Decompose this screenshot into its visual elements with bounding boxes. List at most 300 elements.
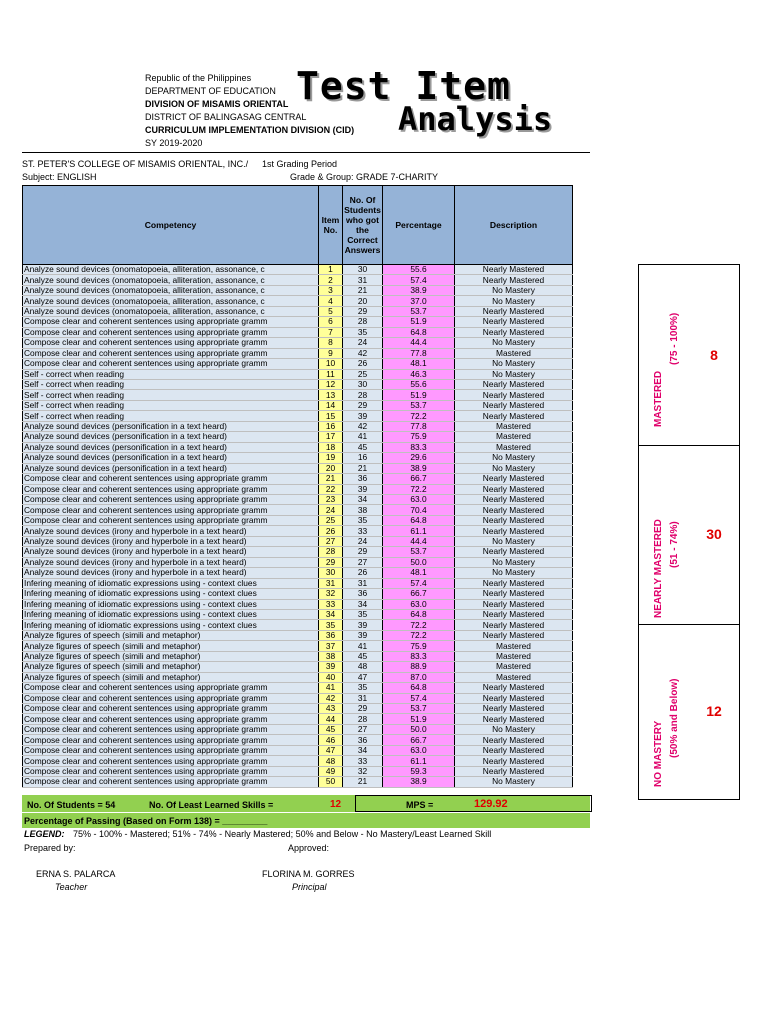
item-number-cell: 25 bbox=[319, 515, 343, 525]
table-row bbox=[23, 536, 573, 546]
competency-cell: Compose clear and coherent sentences using appropriate gramm bbox=[23, 735, 319, 745]
correct-count-cell: 42 bbox=[343, 348, 383, 358]
correct-count-cell: 38 bbox=[343, 505, 383, 515]
competency-cell: Infering meaning of idiomatic expressions using - context clues bbox=[23, 609, 319, 619]
item-number-cell: 40 bbox=[319, 672, 343, 682]
correct-count-cell: 27 bbox=[343, 724, 383, 734]
item-number-cell: 29 bbox=[319, 557, 343, 567]
description-cell: Nearly Mastered bbox=[455, 756, 573, 766]
description-cell: Nearly Mastered bbox=[455, 589, 573, 599]
competency-cell: Compose clear and coherent sentences using appropriate gramm bbox=[23, 327, 319, 337]
percentage-cell: 57.4 bbox=[383, 275, 455, 285]
competency-cell: Analyze figures of speech (simili and metaphor) bbox=[23, 630, 319, 640]
competency-cell: Compose clear and coherent sentences using appropriate gramm bbox=[23, 494, 319, 504]
nearly-mastered-range: (51 - 74%) bbox=[669, 521, 680, 568]
correct-count-cell: 21 bbox=[343, 285, 383, 295]
competency-cell: Infering meaning of idiomatic expressions using - context clues bbox=[23, 599, 319, 609]
item-number-cell: 43 bbox=[319, 704, 343, 714]
item-number-cell: 22 bbox=[319, 484, 343, 494]
competency-cell: Self - correct when reading bbox=[23, 369, 319, 379]
percentage-cell: 66.7 bbox=[383, 589, 455, 599]
competency-cell: Analyze sound devices (onomatopoeia, alliteration, assonance, c bbox=[23, 265, 319, 275]
description-cell: Nearly Mastered bbox=[455, 599, 573, 609]
item-number-cell: 8 bbox=[319, 338, 343, 348]
percentage-cell: 88.9 bbox=[383, 662, 455, 672]
correct-count-cell: 35 bbox=[343, 683, 383, 693]
school-year: SY 2019-2020 bbox=[145, 138, 203, 148]
table-row bbox=[23, 777, 573, 787]
correct-count-cell: 26 bbox=[343, 568, 383, 578]
percentage-cell: 63.0 bbox=[383, 494, 455, 504]
grading-period: 1st Grading Period bbox=[262, 159, 338, 169]
description-cell: Nearly Mastered bbox=[455, 609, 573, 619]
competency-cell: Compose clear and coherent sentences using appropriate gramm bbox=[23, 777, 319, 787]
item-number-cell: 17 bbox=[319, 432, 343, 442]
competency-cell: Infering meaning of idiomatic expressions using - context clues bbox=[23, 620, 319, 630]
mps-value: 129.92 bbox=[474, 798, 508, 810]
competency-cell: Compose clear and coherent sentences using appropriate gramm bbox=[23, 704, 319, 714]
percentage-cell: 44.4 bbox=[383, 536, 455, 546]
competency-cell: Analyze sound devices (personification in a text heard) bbox=[23, 432, 319, 442]
description-cell: Mastered bbox=[455, 641, 573, 651]
legend-label: LEGEND: bbox=[24, 829, 65, 839]
cid-line: CURRICULUM IMPLEMENTATION DIVISION (CID) bbox=[145, 125, 355, 135]
percentage-cell: 48.1 bbox=[383, 568, 455, 578]
item-number-cell: 41 bbox=[319, 683, 343, 693]
competency-cell: Analyze sound devices (personification in a text heard) bbox=[23, 453, 319, 463]
description-cell: No Mastery bbox=[455, 296, 573, 306]
competency-cell: Analyze sound devices (irony and hyperbole in a text heard) bbox=[23, 526, 319, 536]
students-count: No. Of Students = 54 bbox=[27, 800, 116, 810]
percentage-cell: 66.7 bbox=[383, 474, 455, 484]
republic-line: Republic of the Philippines bbox=[145, 73, 252, 83]
percentage-cell: 50.0 bbox=[383, 724, 455, 734]
competency-cell: Analyze sound devices (personification in a text heard) bbox=[23, 421, 319, 431]
item-number-cell: 2 bbox=[319, 275, 343, 285]
principal-role: Principal bbox=[292, 882, 327, 892]
description-cell: Nearly Mastered bbox=[455, 704, 573, 714]
competency-cell: Analyze sound devices (onomatopoeia, alliteration, assonance, c bbox=[23, 296, 319, 306]
item-number-cell: 16 bbox=[319, 421, 343, 431]
table-row bbox=[23, 390, 573, 400]
correct-count-cell: 16 bbox=[343, 453, 383, 463]
item-number-cell: 47 bbox=[319, 745, 343, 755]
correct-count-cell: 28 bbox=[343, 317, 383, 327]
table-row bbox=[23, 704, 573, 714]
department-line: DEPARTMENT OF EDUCATION bbox=[145, 86, 276, 96]
percentage-cell: 51.9 bbox=[383, 317, 455, 327]
percentage-cell: 53.7 bbox=[383, 400, 455, 410]
table-row bbox=[23, 359, 573, 369]
table-row bbox=[23, 609, 573, 619]
description-cell: No Mastery bbox=[455, 568, 573, 578]
table-row bbox=[23, 557, 573, 567]
nearly-mastered-cell bbox=[639, 446, 739, 625]
description-cell: Nearly Mastered bbox=[455, 265, 573, 275]
table-row bbox=[23, 756, 573, 766]
description-cell: Nearly Mastered bbox=[455, 390, 573, 400]
competency-cell: Analyze sound devices (personification in a text heard) bbox=[23, 442, 319, 452]
no-mastery-label: NO MASTERY bbox=[653, 720, 664, 787]
description-cell: Nearly Mastered bbox=[455, 494, 573, 504]
percentage-cell: 64.8 bbox=[383, 683, 455, 693]
correct-count-cell: 28 bbox=[343, 390, 383, 400]
correct-count-cell: 29 bbox=[343, 547, 383, 557]
item-number-cell: 39 bbox=[319, 662, 343, 672]
description-cell: Mastered bbox=[455, 662, 573, 672]
competency-cell: Compose clear and coherent sentences using appropriate gramm bbox=[23, 714, 319, 724]
percentage-cell: 72.2 bbox=[383, 411, 455, 421]
table-row bbox=[23, 766, 573, 776]
principal-name: FLORINA M. GORRES bbox=[262, 869, 355, 879]
grade-group: Grade & Group: GRADE 7-CHARITY bbox=[290, 172, 439, 182]
header-correct-count: No. Of Students who got the Correct Answers bbox=[343, 186, 383, 265]
description-cell: Nearly Mastered bbox=[455, 306, 573, 316]
description-cell: Mastered bbox=[455, 672, 573, 682]
correct-count-cell: 30 bbox=[343, 379, 383, 389]
least-learned-label: No. Of Least Learned Skills = bbox=[149, 800, 274, 810]
percentage-cell: 44.4 bbox=[383, 338, 455, 348]
mastery-summary-panel bbox=[638, 264, 740, 800]
item-number-cell: 49 bbox=[319, 766, 343, 776]
description-cell: Mastered bbox=[455, 348, 573, 358]
item-number-cell: 12 bbox=[319, 379, 343, 389]
competency-cell: Compose clear and coherent sentences using appropriate gramm bbox=[23, 338, 319, 348]
table-row bbox=[23, 453, 573, 463]
correct-count-cell: 24 bbox=[343, 338, 383, 348]
title-test-item: Test Item bbox=[296, 64, 511, 108]
item-number-cell: 28 bbox=[319, 547, 343, 557]
description-cell: Nearly Mastered bbox=[455, 547, 573, 557]
description-cell: Mastered bbox=[455, 651, 573, 661]
competency-cell: Self - correct when reading bbox=[23, 400, 319, 410]
item-number-cell: 26 bbox=[319, 526, 343, 536]
correct-count-cell: 32 bbox=[343, 766, 383, 776]
competency-cell: Analyze sound devices (irony and hyperbole in a text heard) bbox=[23, 557, 319, 567]
correct-count-cell: 28 bbox=[343, 714, 383, 724]
correct-count-cell: 35 bbox=[343, 327, 383, 337]
competency-cell: Compose clear and coherent sentences using appropriate gramm bbox=[23, 484, 319, 494]
description-cell: Nearly Mastered bbox=[455, 484, 573, 494]
percentage-cell: 38.9 bbox=[383, 285, 455, 295]
header-competency: Competency bbox=[23, 186, 319, 265]
item-number-cell: 4 bbox=[319, 296, 343, 306]
nearly-mastered-label: NEARLY MASTERED bbox=[653, 519, 664, 618]
correct-count-cell: 29 bbox=[343, 704, 383, 714]
description-cell: Nearly Mastered bbox=[455, 714, 573, 724]
percentage-cell: 38.9 bbox=[383, 463, 455, 473]
teacher-role: Teacher bbox=[55, 882, 88, 892]
description-cell: Nearly Mastered bbox=[455, 379, 573, 389]
table-row bbox=[23, 693, 573, 703]
table-row bbox=[23, 432, 573, 442]
percentage-cell: 57.4 bbox=[383, 693, 455, 703]
item-number-cell: 11 bbox=[319, 369, 343, 379]
item-number-cell: 10 bbox=[319, 359, 343, 369]
competency-cell: Analyze sound devices (onomatopoeia, alliteration, assonance, c bbox=[23, 275, 319, 285]
item-number-cell: 15 bbox=[319, 411, 343, 421]
teacher-name: ERNA S. PALARCA bbox=[36, 869, 116, 879]
description-cell: No Mastery bbox=[455, 536, 573, 546]
description-cell: Nearly Mastered bbox=[455, 620, 573, 630]
mastered-label: MASTERED bbox=[653, 370, 664, 427]
description-cell: Mastered bbox=[455, 432, 573, 442]
correct-count-cell: 21 bbox=[343, 463, 383, 473]
table-body bbox=[23, 265, 573, 788]
correct-count-cell: 34 bbox=[343, 599, 383, 609]
table-row bbox=[23, 547, 573, 557]
percentage-cell: 64.8 bbox=[383, 327, 455, 337]
competency-cell: Analyze figures of speech (simili and metaphor) bbox=[23, 641, 319, 651]
percentage-cell: 48.1 bbox=[383, 359, 455, 369]
correct-count-cell: 20 bbox=[343, 296, 383, 306]
competency-cell: Compose clear and coherent sentences using appropriate gramm bbox=[23, 505, 319, 515]
description-cell: Nearly Mastered bbox=[455, 526, 573, 536]
table-row bbox=[23, 285, 573, 295]
table-row bbox=[23, 683, 573, 693]
description-cell: No Mastery bbox=[455, 369, 573, 379]
item-number-cell: 20 bbox=[319, 463, 343, 473]
least-learned-value: 12 bbox=[330, 799, 342, 810]
item-number-cell: 37 bbox=[319, 641, 343, 651]
item-number-cell: 13 bbox=[319, 390, 343, 400]
table-row bbox=[23, 400, 573, 410]
competency-cell: Self - correct when reading bbox=[23, 390, 319, 400]
competency-cell: Compose clear and coherent sentences using appropriate gramm bbox=[23, 766, 319, 776]
percentage-cell: 75.9 bbox=[383, 432, 455, 442]
header-percentage: Percentage bbox=[383, 186, 455, 265]
description-cell: Nearly Mastered bbox=[455, 683, 573, 693]
table-row bbox=[23, 672, 573, 682]
table-row bbox=[23, 265, 573, 275]
description-cell: No Mastery bbox=[455, 777, 573, 787]
percentage-cell: 75.9 bbox=[383, 641, 455, 651]
passing-percentage: Percentage of Passing (Based on Form 138) = _________ bbox=[24, 816, 268, 826]
percentage-cell: 72.2 bbox=[383, 630, 455, 640]
item-number-cell: 9 bbox=[319, 348, 343, 358]
description-cell: No Mastery bbox=[455, 359, 573, 369]
correct-count-cell: 33 bbox=[343, 756, 383, 766]
correct-count-cell: 25 bbox=[343, 369, 383, 379]
description-cell: Nearly Mastered bbox=[455, 505, 573, 515]
item-number-cell: 3 bbox=[319, 285, 343, 295]
no-mastery-cell bbox=[639, 625, 739, 798]
description-cell: Mastered bbox=[455, 421, 573, 431]
competency-cell: Self - correct when reading bbox=[23, 411, 319, 421]
percentage-cell: 83.3 bbox=[383, 442, 455, 452]
header-rule bbox=[22, 152, 590, 153]
item-analysis-table bbox=[22, 185, 573, 788]
table-row bbox=[23, 348, 573, 358]
table-row bbox=[23, 735, 573, 745]
percentage-cell: 77.8 bbox=[383, 348, 455, 358]
description-cell: Nearly Mastered bbox=[455, 735, 573, 745]
competency-cell: Compose clear and coherent sentences using appropriate gramm bbox=[23, 474, 319, 484]
competency-cell: Analyze sound devices (onomatopoeia, alliteration, assonance, c bbox=[23, 285, 319, 295]
item-number-cell: 34 bbox=[319, 609, 343, 619]
percentage-cell: 53.7 bbox=[383, 306, 455, 316]
correct-count-cell: 35 bbox=[343, 515, 383, 525]
item-number-cell: 31 bbox=[319, 578, 343, 588]
item-number-cell: 46 bbox=[319, 735, 343, 745]
table-row bbox=[23, 515, 573, 525]
competency-cell: Compose clear and coherent sentences using appropriate gramm bbox=[23, 756, 319, 766]
item-number-cell: 1 bbox=[319, 265, 343, 275]
table-row bbox=[23, 327, 573, 337]
competency-cell: Analyze sound devices (irony and hyperbole in a text heard) bbox=[23, 547, 319, 557]
correct-count-cell: 34 bbox=[343, 494, 383, 504]
table-row bbox=[23, 494, 573, 504]
description-cell: Nearly Mastered bbox=[455, 745, 573, 755]
division-line: DIVISION OF MISAMIS ORIENTAL bbox=[145, 99, 289, 109]
percentage-cell: 38.9 bbox=[383, 777, 455, 787]
table-row bbox=[23, 620, 573, 630]
description-cell: Nearly Mastered bbox=[455, 400, 573, 410]
district-line: DISTRICT OF BALINGASAG CENTRAL bbox=[145, 112, 307, 122]
table-row bbox=[23, 745, 573, 755]
percentage-cell: 87.0 bbox=[383, 672, 455, 682]
item-number-cell: 14 bbox=[319, 400, 343, 410]
table-row bbox=[23, 463, 573, 473]
school-name: ST. PETER'S COLLEGE OF MISAMIS ORIENTAL, INC./ bbox=[22, 159, 249, 169]
table-row bbox=[23, 411, 573, 421]
item-number-cell: 18 bbox=[319, 442, 343, 452]
table-row bbox=[23, 651, 573, 661]
correct-count-cell: 31 bbox=[343, 578, 383, 588]
competency-cell: Compose clear and coherent sentences using appropriate gramm bbox=[23, 745, 319, 755]
correct-count-cell: 39 bbox=[343, 484, 383, 494]
competency-cell: Self - correct when reading bbox=[23, 379, 319, 389]
percentage-cell: 63.0 bbox=[383, 745, 455, 755]
correct-count-cell: 36 bbox=[343, 589, 383, 599]
description-cell: No Mastery bbox=[455, 463, 573, 473]
competency-cell: Compose clear and coherent sentences using appropriate gramm bbox=[23, 359, 319, 369]
percentage-cell: 46.3 bbox=[383, 369, 455, 379]
correct-count-cell: 31 bbox=[343, 275, 383, 285]
percentage-cell: 63.0 bbox=[383, 599, 455, 609]
percentage-cell: 61.1 bbox=[383, 526, 455, 536]
item-number-cell: 42 bbox=[319, 693, 343, 703]
correct-count-cell: 41 bbox=[343, 432, 383, 442]
table-row bbox=[23, 526, 573, 536]
table-row bbox=[23, 421, 573, 431]
table-row bbox=[23, 568, 573, 578]
competency-cell: Analyze sound devices (personification in a text heard) bbox=[23, 463, 319, 473]
table-header-row bbox=[23, 186, 573, 265]
correct-count-cell: 34 bbox=[343, 745, 383, 755]
competency-cell: Compose clear and coherent sentences using appropriate gramm bbox=[23, 348, 319, 358]
legend bbox=[24, 829, 491, 839]
table-row bbox=[23, 474, 573, 484]
percentage-cell: 55.6 bbox=[383, 265, 455, 275]
correct-count-cell: 39 bbox=[343, 411, 383, 421]
item-number-cell: 32 bbox=[319, 589, 343, 599]
table-row bbox=[23, 275, 573, 285]
item-number-cell: 21 bbox=[319, 474, 343, 484]
description-cell: Nearly Mastered bbox=[455, 630, 573, 640]
header-description: Description bbox=[455, 186, 573, 265]
title-analysis: Analysis bbox=[398, 100, 553, 138]
percentage-cell: 77.8 bbox=[383, 421, 455, 431]
item-number-cell: 5 bbox=[319, 306, 343, 316]
item-number-cell: 30 bbox=[319, 568, 343, 578]
correct-count-cell: 36 bbox=[343, 474, 383, 484]
competency-cell: Compose clear and coherent sentences using appropriate gramm bbox=[23, 515, 319, 525]
competency-cell: Analyze figures of speech (simili and metaphor) bbox=[23, 651, 319, 661]
description-cell: No Mastery bbox=[455, 453, 573, 463]
percentage-cell: 64.8 bbox=[383, 609, 455, 619]
description-cell: Nearly Mastered bbox=[455, 515, 573, 525]
correct-count-cell: 39 bbox=[343, 620, 383, 630]
competency-cell: Analyze figures of speech (simili and metaphor) bbox=[23, 672, 319, 682]
no-mastery-range: (50% and Below) bbox=[669, 678, 680, 758]
percentage-cell: 55.6 bbox=[383, 379, 455, 389]
item-number-cell: 24 bbox=[319, 505, 343, 515]
correct-count-cell: 47 bbox=[343, 672, 383, 682]
competency-cell: Analyze sound devices (onomatopoeia, alliteration, assonance, c bbox=[23, 306, 319, 316]
subject: Subject: ENGLISH bbox=[22, 172, 97, 182]
percentage-cell: 53.7 bbox=[383, 547, 455, 557]
description-cell: Nearly Mastered bbox=[455, 275, 573, 285]
correct-count-cell: 42 bbox=[343, 421, 383, 431]
table-row bbox=[23, 505, 573, 515]
correct-count-cell: 35 bbox=[343, 609, 383, 619]
item-number-cell: 44 bbox=[319, 714, 343, 724]
item-number-cell: 27 bbox=[319, 536, 343, 546]
description-cell: Nearly Mastered bbox=[455, 693, 573, 703]
item-number-cell: 48 bbox=[319, 756, 343, 766]
competency-cell: Infering meaning of idiomatic expressions using - context clues bbox=[23, 589, 319, 599]
percentage-cell: 83.3 bbox=[383, 651, 455, 661]
mps-label: MPS = bbox=[406, 800, 434, 810]
mastered-range: (75 - 100%) bbox=[669, 312, 680, 365]
percentage-cell: 51.9 bbox=[383, 390, 455, 400]
mastered-cell bbox=[639, 265, 739, 446]
table-row bbox=[23, 589, 573, 599]
legend-text: 75% - 100% - Mastered; 51% - 74% - Nearly Mastered; 50% and Below - No Mastery/Least Learned Skill bbox=[73, 829, 492, 839]
percentage-cell: 57.4 bbox=[383, 578, 455, 588]
description-cell: Nearly Mastered bbox=[455, 327, 573, 337]
correct-count-cell: 29 bbox=[343, 306, 383, 316]
percentage-cell: 29.6 bbox=[383, 453, 455, 463]
correct-count-cell: 41 bbox=[343, 641, 383, 651]
description-cell: Nearly Mastered bbox=[455, 317, 573, 327]
description-cell: Nearly Mastered bbox=[455, 411, 573, 421]
correct-count-cell: 21 bbox=[343, 777, 383, 787]
table-row bbox=[23, 714, 573, 724]
correct-count-cell: 33 bbox=[343, 526, 383, 536]
percentage-cell: 50.0 bbox=[383, 557, 455, 567]
competency-cell: Analyze sound devices (irony and hyperbole in a text heard) bbox=[23, 536, 319, 546]
correct-count-cell: 45 bbox=[343, 651, 383, 661]
correct-count-cell: 45 bbox=[343, 442, 383, 452]
table-row bbox=[23, 379, 573, 389]
table-row bbox=[23, 724, 573, 734]
item-number-cell: 50 bbox=[319, 777, 343, 787]
correct-count-cell: 31 bbox=[343, 693, 383, 703]
item-number-cell: 7 bbox=[319, 327, 343, 337]
approved-label: Approved: bbox=[288, 843, 330, 853]
correct-count-cell: 27 bbox=[343, 557, 383, 567]
percentage-cell: 66.7 bbox=[383, 735, 455, 745]
percentage-cell: 59.3 bbox=[383, 766, 455, 776]
correct-count-cell: 24 bbox=[343, 536, 383, 546]
percentage-cell: 72.2 bbox=[383, 484, 455, 494]
table-row bbox=[23, 662, 573, 672]
competency-cell: Analyze figures of speech (simili and metaphor) bbox=[23, 662, 319, 672]
table-row bbox=[23, 599, 573, 609]
table-row bbox=[23, 369, 573, 379]
